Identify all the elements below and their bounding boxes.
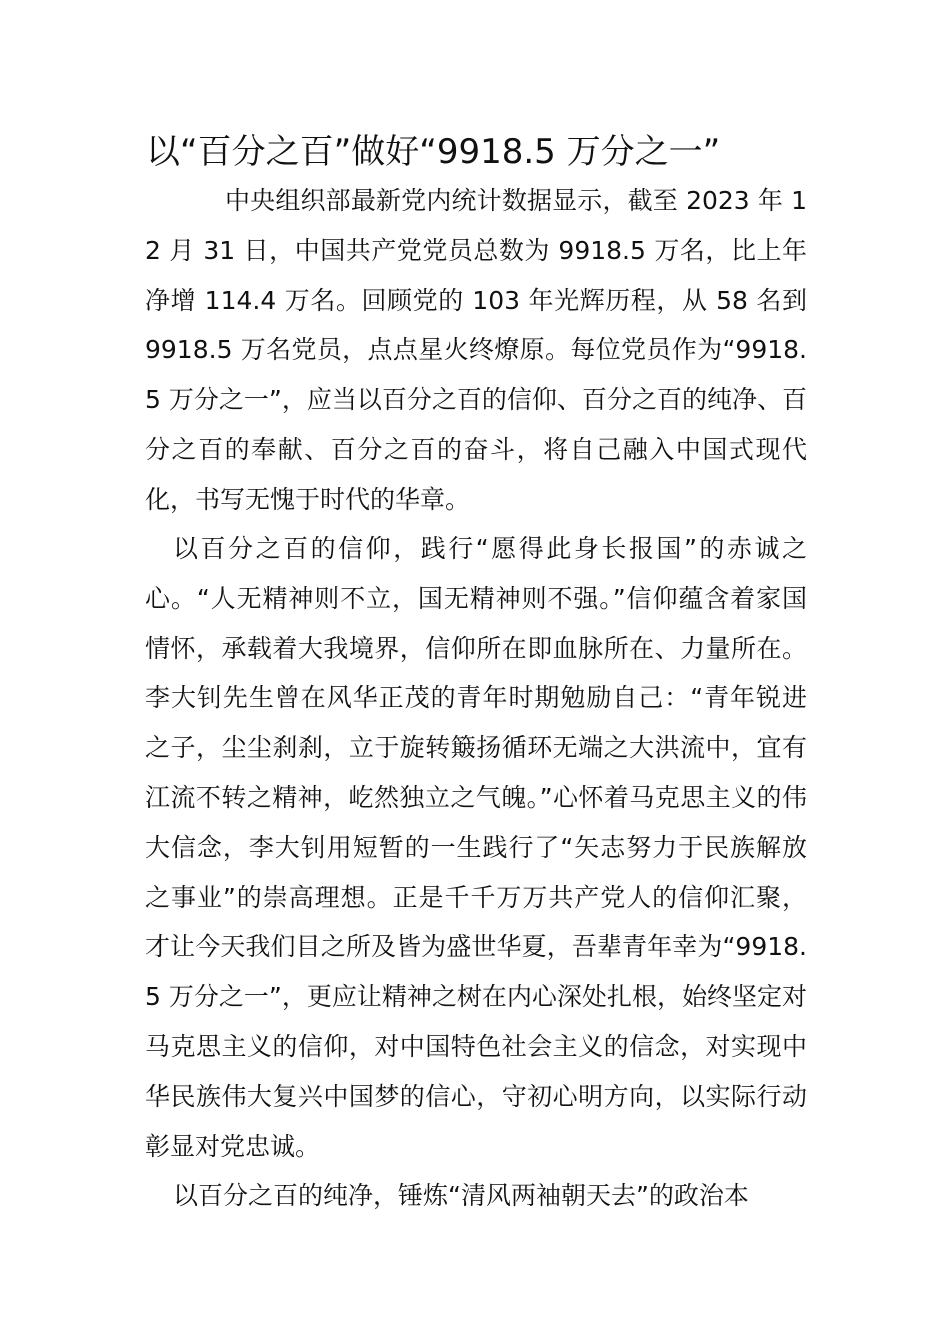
document-title: 以“百分之百”做好“9918.5 万分之一” bbox=[146, 132, 721, 172]
paragraph-intro: 中央组织部最新党内统计数据显示，截至 2023 年 12 月 31 日，中国共产党党员总数为 9918.5 万名，比上年净增 114.4 万名。回顾党的 103 年光辉历程，从 58 名到 9918.5 万名党员，点点星火终燎原。每位党员作为“9918.5 万分之一”，应当以百分之百的信仰、百分之百的纯净、百分之百的奉献、百分之百的奋斗，将自己融入中国式现代化，书写无愧于时代的华章。 bbox=[145, 186, 807, 514]
paragraph-faith: 以百分之百的信仰，践行“愿得此身长报国”的赤诚之心。“人无精神则不立，国无精神则不强。”信仰蕴含着家国情怀，承载着大我境界，信仰所在即血脉所在、力量所在。李大钊先生曾在风华正茂的青年时期勉励自己：“青年锐进之子，尘尘刹刹，立于旋转簸扬循环无端之大洪流中，宜有江流不转之精神，屹然独立之气魄。”心怀着马克思主义的伟大信念，李大钊用短暂的一生践行了“矢志努力于民族解放之事业”的崇高理想。正是千千万万共产党人的信仰汇聚，才让今天我们目之所及皆为盛世华夏，吾辈青年幸为“9918.5 万分之一”，更应让精神之树在内心深处扎根，始终坚定对马克思主义的信仰，对中国特色社会主义的信念，对实现中华民族伟大复兴中国梦的信心，守初心明方向，以实际行动彰显对党忠诚。 bbox=[145, 534, 807, 1161]
paragraph-purity: 以百分之百的纯净，锤炼“清风两袖朝天去”的政治本 bbox=[173, 1181, 749, 1210]
